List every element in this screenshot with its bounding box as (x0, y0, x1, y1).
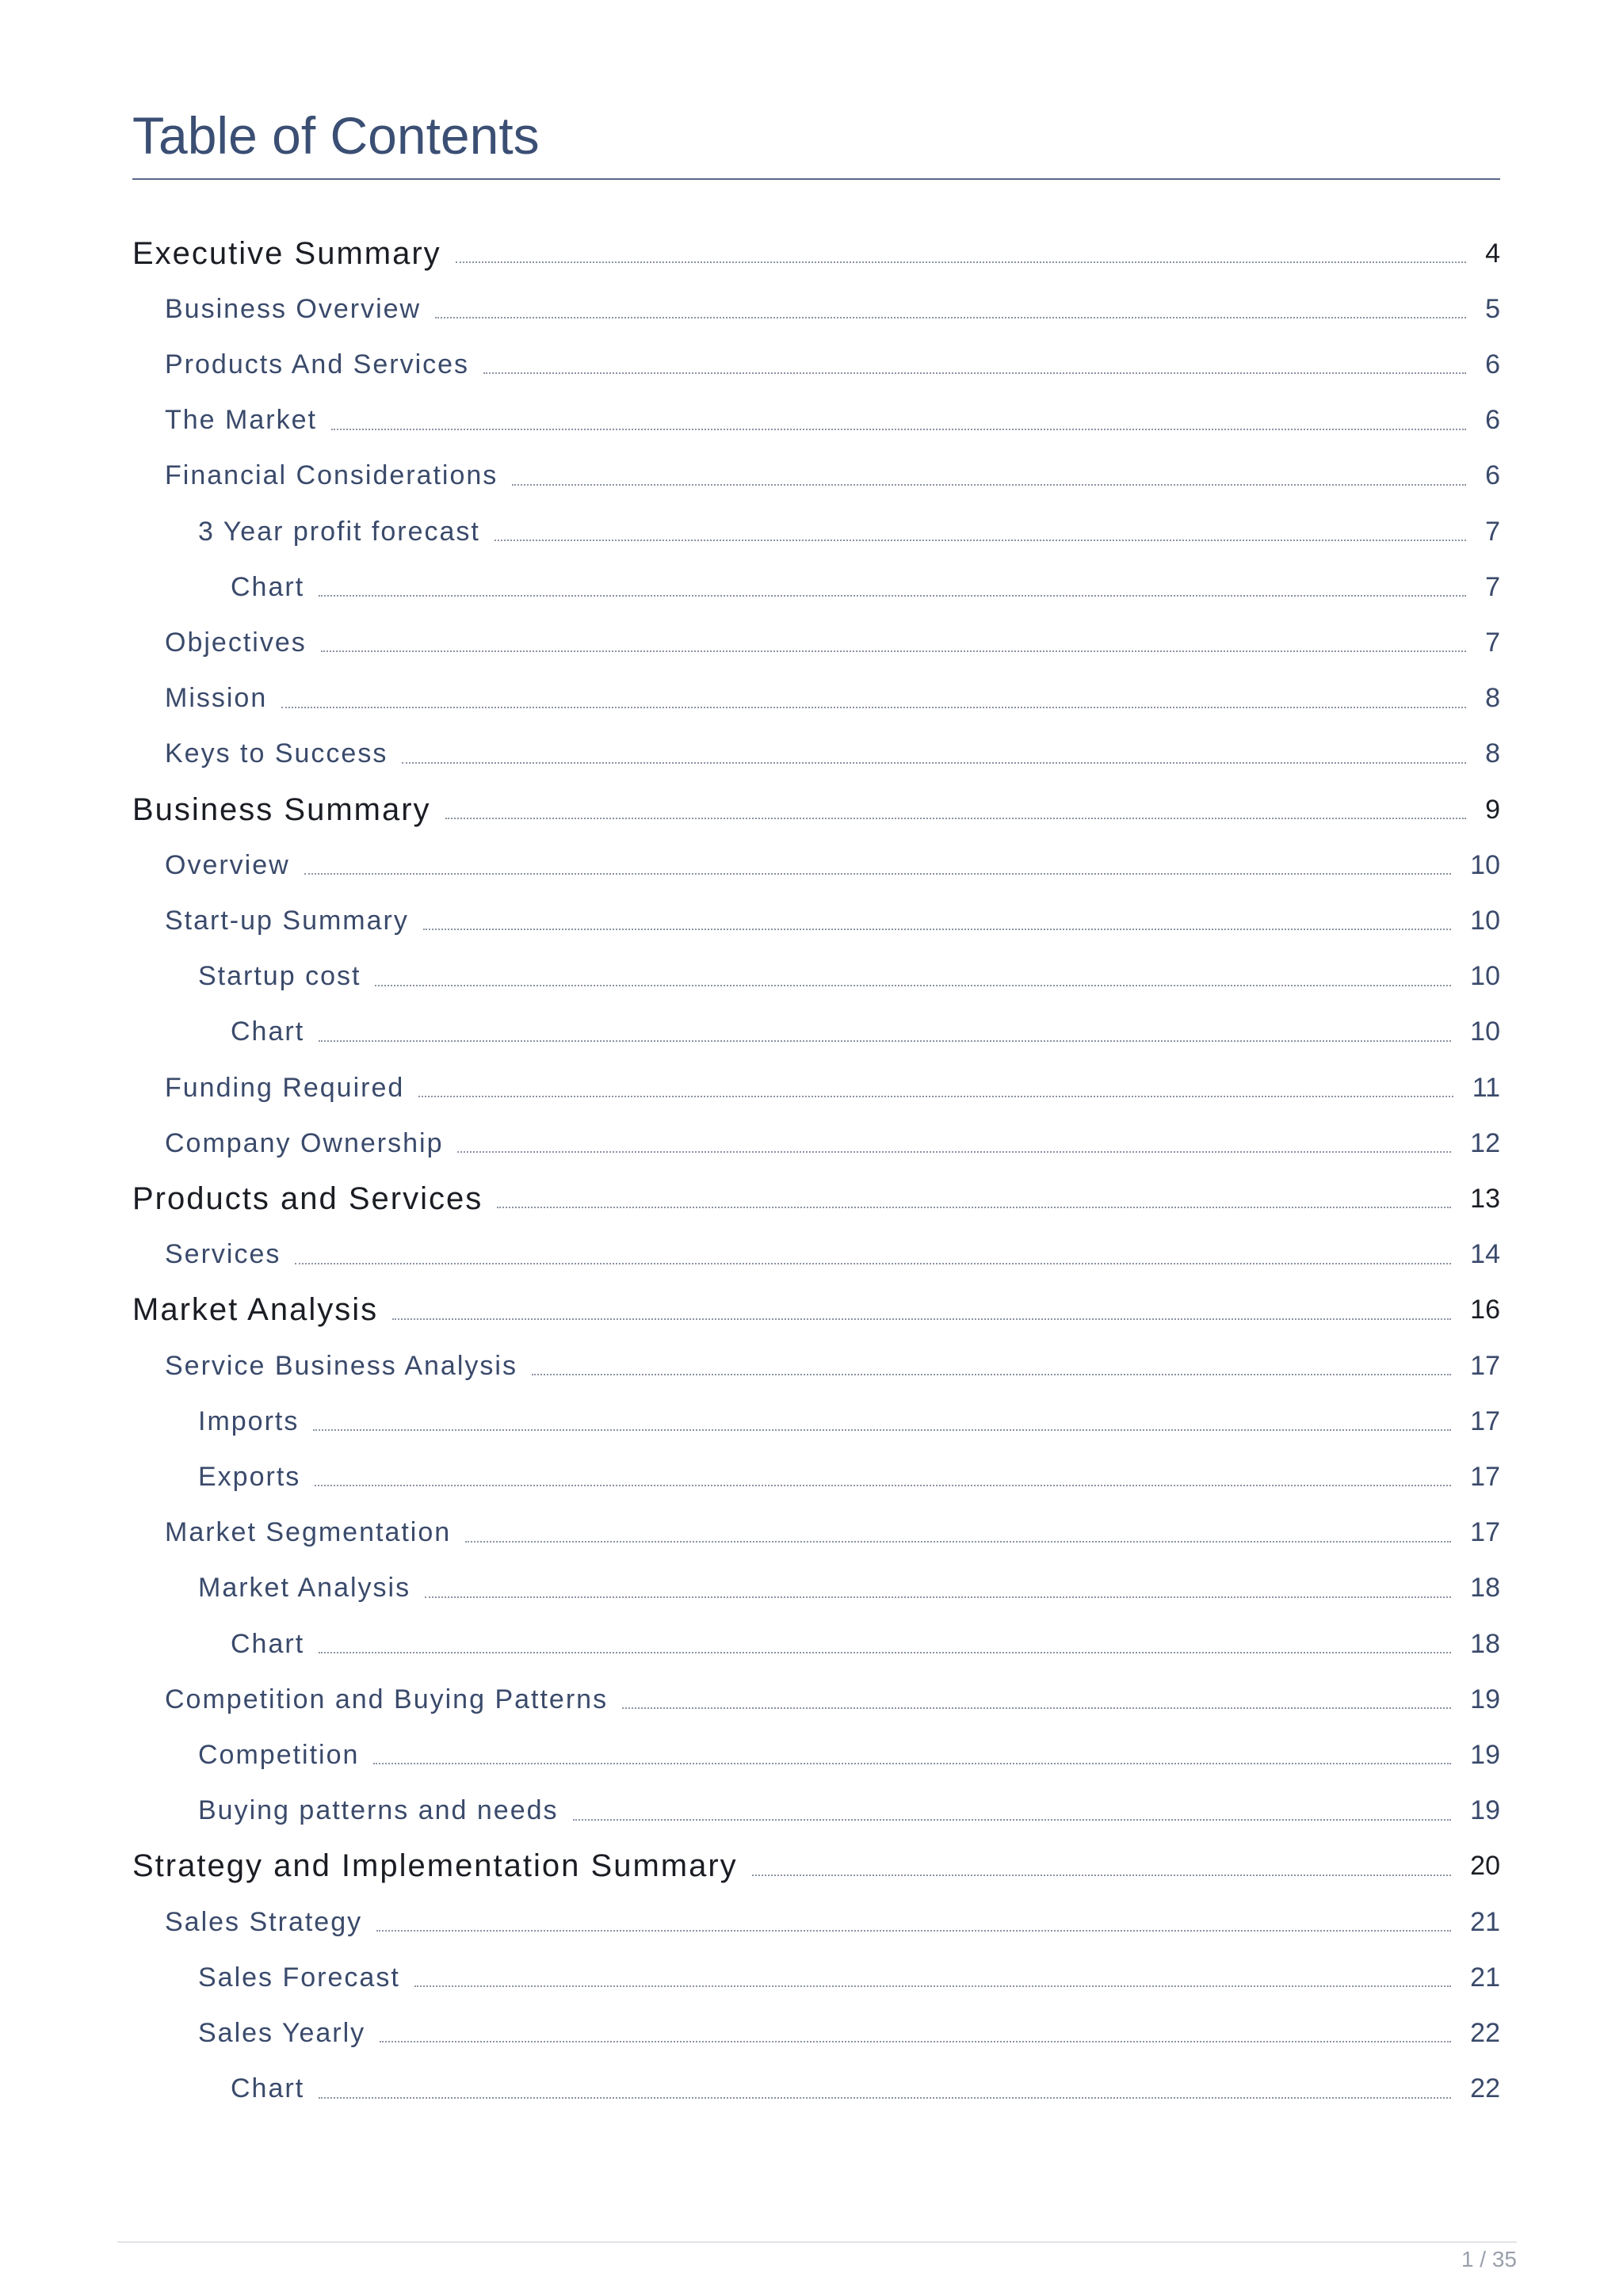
toc-entry-page: 8 (1485, 738, 1500, 769)
toc-entry-label: Keys to Success (165, 738, 388, 769)
dot-leader (752, 1875, 1452, 1876)
toc-entry-page: 7 (1485, 627, 1500, 658)
toc-entry-page: 18 (1470, 1573, 1500, 1604)
toc-entry[interactable] (165, 341, 1500, 388)
toc-entry[interactable] (198, 953, 1500, 1001)
dot-leader (465, 1541, 1451, 1543)
dot-leader (435, 317, 1466, 318)
dot-leader (295, 1263, 1451, 1264)
footer-divider (117, 2241, 1517, 2243)
toc-entry-page: 17 (1470, 1350, 1500, 1381)
dot-leader (331, 429, 1466, 430)
toc-entry[interactable] (231, 1009, 1500, 1056)
toc-entry[interactable] (198, 1398, 1500, 1445)
toc-entry-page: 19 (1470, 1739, 1500, 1770)
toc-entry-page: 9 (1485, 794, 1500, 825)
dot-leader (319, 2097, 1451, 2099)
toc-entry-label: Business Overview (165, 293, 422, 324)
dot-leader (456, 261, 1466, 263)
toc-entry[interactable] (165, 1676, 1500, 1723)
toc-entry[interactable] (165, 1119, 1500, 1167)
toc-entry[interactable] (165, 452, 1500, 500)
toc-entry-page: 22 (1470, 2073, 1500, 2104)
toc-entry-label: Financial Considerations (165, 460, 498, 491)
dot-leader (375, 985, 1451, 986)
toc-entry-label: Company Ownership (165, 1127, 444, 1158)
dot-leader (392, 1318, 1451, 1320)
toc-entry[interactable] (165, 730, 1500, 778)
dot-leader (319, 595, 1466, 597)
toc-entry-page: 19 (1470, 1684, 1500, 1714)
toc-entry-label: The Market (165, 405, 317, 436)
toc-entry-page: 17 (1470, 1517, 1500, 1548)
dot-leader (497, 1207, 1451, 1208)
toc-entry-page: 4 (1485, 238, 1500, 269)
dot-leader (414, 1985, 1451, 1987)
dot-leader (423, 929, 1451, 930)
toc-entry-page: 21 (1470, 1906, 1500, 1937)
toc-entry-page: 10 (1470, 849, 1500, 880)
toc-entry-label: Sales Forecast (198, 1962, 400, 1993)
toc-entry-label: Market Analysis (132, 1292, 379, 1328)
toc-entry-page: 11 (1472, 1072, 1500, 1103)
toc-entry[interactable] (165, 1064, 1500, 1112)
toc-entry[interactable] (132, 230, 1500, 277)
toc-entry-label: Products And Services (165, 349, 470, 379)
toc-entry[interactable] (132, 1175, 1500, 1222)
dot-leader (425, 1596, 1451, 1598)
toc-entry-label: Overview (165, 849, 290, 880)
toc-entry-label: Sales Yearly (198, 2017, 366, 2048)
toc-entry-label: Services (165, 1239, 281, 1270)
dot-leader (445, 818, 1467, 819)
toc-entry-page: 19 (1470, 1795, 1500, 1826)
toc-entry[interactable] (132, 1287, 1500, 1334)
toc-entry-label: Start-up Summary (165, 905, 409, 936)
toc-entry[interactable] (198, 1565, 1500, 1612)
toc-entry-page: 10 (1470, 905, 1500, 936)
dot-leader (315, 1485, 1451, 1486)
toc-entry-label: Chart (231, 1628, 305, 1659)
dot-leader (495, 540, 1466, 541)
toc-entry[interactable] (198, 1731, 1500, 1779)
toc-entry-label: Objectives (165, 627, 307, 658)
toc-entry-label: Startup cost (198, 961, 361, 992)
dot-leader (373, 1763, 1451, 1764)
toc-entry-page: 16 (1470, 1295, 1500, 1325)
toc-entry[interactable] (132, 1843, 1500, 1890)
dot-leader (313, 1429, 1451, 1431)
toc-entry-page: 18 (1470, 1628, 1500, 1659)
toc-entry-page: 10 (1470, 1016, 1500, 1047)
dot-leader (321, 650, 1466, 652)
toc-entry[interactable] (231, 2065, 1500, 2113)
toc-entry[interactable] (165, 675, 1500, 723)
toc-entry-page: 17 (1470, 1461, 1500, 1492)
toc-entry-page: 8 (1485, 683, 1500, 714)
toc-entry-label: Strategy and Implementation Summary (132, 1848, 738, 1884)
toc-entry[interactable] (198, 2009, 1500, 2057)
dot-leader (402, 762, 1466, 764)
dot-leader (457, 1151, 1451, 1153)
toc-entry[interactable] (132, 786, 1500, 833)
toc-entry-label: Market Segmentation (165, 1517, 452, 1548)
dot-leader (304, 873, 1451, 875)
toc-entry-page: 6 (1485, 460, 1500, 491)
toc-entry-label: Funding Required (165, 1072, 405, 1103)
toc-entry-label: Executive Summary (132, 235, 441, 271)
toc-entry-label: Service Business Analysis (165, 1350, 517, 1381)
toc-entry-label: Buying patterns and needs (198, 1795, 559, 1826)
toc-entry-page: 5 (1485, 293, 1500, 324)
toc-entry[interactable] (198, 1954, 1500, 2001)
toc-entry[interactable] (165, 285, 1500, 333)
toc-entry-label: Competition and Buying Patterns (165, 1684, 609, 1714)
dot-leader (483, 372, 1466, 374)
toc-entry-label: Business Summary (132, 791, 431, 827)
toc-entry-page: 13 (1470, 1183, 1500, 1214)
toc-entry-page: 22 (1470, 2017, 1500, 2048)
page-title: Table of Contents (132, 106, 540, 165)
page-indicator: 1 / 35 (1461, 2247, 1517, 2271)
toc-entry-label: 3 Year profit forecast (198, 516, 480, 547)
toc-entry-label: Market Analysis (198, 1573, 411, 1604)
dot-leader (573, 1819, 1452, 1821)
toc-entry[interactable] (198, 1787, 1500, 1835)
toc-entry[interactable] (165, 1342, 1500, 1390)
toc-entry-label: Competition (198, 1739, 360, 1770)
toc-entry-page: 21 (1470, 1962, 1500, 1993)
toc-entry-label: Chart (231, 571, 305, 602)
toc-entry-page: 20 (1470, 1851, 1500, 1882)
toc-entry-page: 7 (1485, 571, 1500, 602)
dot-leader (418, 1096, 1453, 1097)
toc-entry[interactable] (165, 897, 1500, 944)
toc-entry-page: 7 (1485, 516, 1500, 547)
toc-entry[interactable] (165, 619, 1500, 666)
toc-entry-label: Chart (231, 2073, 305, 2104)
dot-leader (512, 484, 1466, 486)
toc-entry-page: 17 (1470, 1405, 1500, 1436)
toc-entry-page: 6 (1485, 349, 1500, 379)
toc-entry-page: 6 (1485, 405, 1500, 436)
toc-entry-label: Exports (198, 1461, 301, 1492)
toc-entry[interactable] (198, 1453, 1500, 1501)
dot-leader (532, 1374, 1451, 1375)
dot-leader (380, 2041, 1451, 2042)
toc-entry[interactable] (165, 1509, 1500, 1557)
dot-leader (319, 1040, 1451, 1042)
dot-leader (319, 1652, 1451, 1653)
toc-entry-page: 14 (1470, 1239, 1500, 1270)
toc-entry[interactable] (165, 1898, 1500, 1946)
dot-leader (376, 1930, 1451, 1932)
toc-entry-page: 12 (1470, 1127, 1500, 1158)
toc-entry-label: Mission (165, 683, 268, 714)
dot-leader (622, 1707, 1451, 1709)
toc-entry[interactable] (165, 1231, 1500, 1279)
toc-entry-label: Products and Services (132, 1180, 483, 1216)
toc-entry-label: Imports (198, 1405, 300, 1436)
toc-entry[interactable] (165, 841, 1500, 889)
toc-entry[interactable] (231, 563, 1500, 611)
toc-entry[interactable] (231, 1620, 1500, 1668)
toc-entry[interactable] (198, 508, 1500, 555)
toc-entry[interactable] (165, 397, 1500, 444)
toc-entry-label: Sales Strategy (165, 1906, 363, 1937)
toc-entry-label: Chart (231, 1016, 305, 1047)
dot-leader (281, 707, 1466, 708)
toc-entry-page: 10 (1470, 961, 1500, 992)
